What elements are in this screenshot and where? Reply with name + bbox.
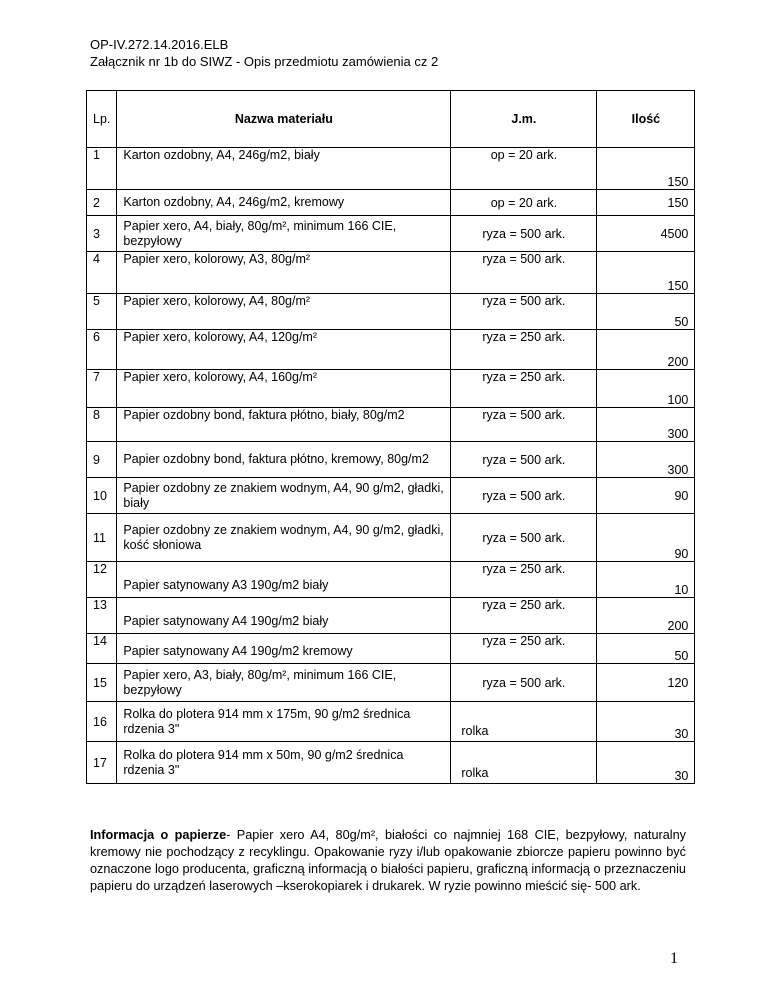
row-lp: 1: [87, 148, 117, 190]
row-qty: 120: [597, 664, 695, 702]
row-lp: 10: [87, 478, 117, 514]
table-row: [87, 664, 695, 702]
row-qty: 300: [597, 442, 695, 478]
row-lp: 4: [87, 252, 117, 294]
table-row: [87, 634, 695, 664]
table-row: [87, 442, 695, 478]
column-header-lp: Lp.: [87, 91, 117, 148]
row-qty: 4500: [597, 216, 695, 252]
row-unit: ryza = 250 ark.: [451, 562, 597, 598]
row-name: Papier xero, kolorowy, A3, 80g/m²: [117, 252, 451, 294]
row-name: Rolka do plotera 914 mm x 175m, 90 g/m2 średnica rdzenia 3": [117, 702, 451, 742]
row-qty: 150: [597, 148, 695, 190]
row-qty: 200: [597, 330, 695, 370]
row-unit: ryza = 500 ark.: [451, 252, 597, 294]
row-lp: 8: [87, 408, 117, 442]
attachment-title: Załącznik nr 1b do SIWZ - Opis przedmiotu zamówienia cz 2: [90, 54, 439, 69]
row-unit: ryza = 500 ark.: [451, 442, 597, 478]
row-qty: 10: [597, 562, 695, 598]
row-unit: ryza = 500 ark.: [451, 216, 597, 252]
row-name: Papier ozdobny bond, faktura płótno, kremowy, 80g/m2: [117, 442, 451, 478]
row-name: Papier satynowany A3 190g/m2 biały: [117, 562, 451, 598]
materials-table: [86, 90, 695, 784]
row-lp: 9: [87, 442, 117, 478]
table-row: [87, 294, 695, 330]
table-row: [87, 408, 695, 442]
row-qty: 150: [597, 190, 695, 216]
row-lp: 6: [87, 330, 117, 370]
table-row: [87, 562, 695, 598]
row-lp: 14: [87, 634, 117, 664]
row-unit: ryza = 250 ark.: [451, 634, 597, 664]
row-qty: 300: [597, 408, 695, 442]
row-name: Papier xero, kolorowy, A4, 120g/m²: [117, 330, 451, 370]
row-lp: 2: [87, 190, 117, 216]
row-lp: 15: [87, 664, 117, 702]
table-header-row: [87, 91, 695, 148]
row-unit: rolka: [451, 702, 597, 742]
row-unit: rolka: [451, 742, 597, 784]
paper-information-text: - Papier xero A4, 80g/m², białości co najmniej 168 CIE, bezpyłowy, naturalny kremowy nie pochodzący z recyklingu. Opakowanie ryzy i/lub opakowanie zbiorcze papieru powinno być oznaczone logo producenta, graficzną informacją o białości papieru, graficzną informacją o przeznaczeniu papieru do urządzeń laserowych –kserokopiarek i drukarek. W ryzie powinno mieścić się- 500 ark.: [90, 828, 687, 893]
row-name: Papier xero, A3, biały, 80g/m², minimum 166 CIE, bezpyłowy: [117, 664, 451, 702]
row-unit: ryza = 500 ark.: [451, 664, 597, 702]
table-row: [87, 216, 695, 252]
table-row: [87, 190, 695, 216]
row-name: Papier ozdobny ze znakiem wodnym, A4, 90 g/m2, gładki, kość słoniowa: [117, 514, 451, 562]
table-row: [87, 148, 695, 190]
table-row: [87, 514, 695, 562]
row-name: Rolka do plotera 914 mm x 50m, 90 g/m2 średnica rdzenia 3": [117, 742, 451, 784]
row-qty: 50: [597, 634, 695, 664]
row-qty: 30: [597, 742, 695, 784]
row-lp: 17: [87, 742, 117, 784]
row-qty: 90: [597, 514, 695, 562]
table-row: [87, 598, 695, 634]
row-lp: 12: [87, 562, 117, 598]
row-qty: 90: [597, 478, 695, 514]
row-lp: 11: [87, 514, 117, 562]
row-name: Karton ozdobny, A4, 246g/m2, biały: [117, 148, 451, 190]
row-lp: 3: [87, 216, 117, 252]
paper-information: [90, 827, 686, 895]
paper-information-label: Informacja o papierze: [90, 828, 227, 842]
row-name: Papier satynowany A4 190g/m2 kremowy: [117, 634, 451, 664]
row-lp: 5: [87, 294, 117, 330]
row-name: Papier ozdobny ze znakiem wodnym, A4, 90 g/m2, gładki, biały: [117, 478, 451, 514]
row-unit: ryza = 500 ark.: [451, 294, 597, 330]
row-qty: 30: [597, 702, 695, 742]
row-unit: ryza = 500 ark.: [451, 408, 597, 442]
row-qty: 200: [597, 598, 695, 634]
row-unit: op = 20 ark.: [451, 148, 597, 190]
row-unit: ryza = 250 ark.: [451, 370, 597, 408]
row-name: Papier xero, kolorowy, A4, 80g/m²: [117, 294, 451, 330]
document-header: [90, 36, 438, 70]
row-name: Papier xero, kolorowy, A4, 160g/m²: [117, 370, 451, 408]
page-number: 1: [670, 950, 678, 967]
table-row: [87, 742, 695, 784]
row-name: Papier xero, A4, biały, 80g/m², minimum 166 CIE, bezpyłowy: [117, 216, 451, 252]
table-row: [87, 702, 695, 742]
column-header-name: Nazwa materiału: [117, 91, 451, 148]
row-unit: ryza = 500 ark.: [451, 514, 597, 562]
row-name: Papier ozdobny bond, faktura płótno, biały, 80g/m2: [117, 408, 451, 442]
row-unit: ryza = 250 ark.: [451, 330, 597, 370]
row-lp: 7: [87, 370, 117, 408]
table-row: [87, 330, 695, 370]
row-qty: 50: [597, 294, 695, 330]
document-reference: OP-IV.272.14.2016.ELB: [90, 37, 229, 52]
row-lp: 13: [87, 598, 117, 634]
column-header-qty: Ilość: [597, 91, 695, 148]
row-name: Karton ozdobny, A4, 246g/m2, kremowy: [117, 190, 451, 216]
row-unit: ryza = 500 ark.: [451, 478, 597, 514]
table-row: [87, 252, 695, 294]
row-qty: 150: [597, 252, 695, 294]
table-row: [87, 478, 695, 514]
table-row: [87, 370, 695, 408]
column-header-unit: J.m.: [451, 91, 597, 148]
row-name: Papier satynowany A4 190g/m2 biały: [117, 598, 451, 634]
row-lp: 16: [87, 702, 117, 742]
row-qty: 100: [597, 370, 695, 408]
row-unit: op = 20 ark.: [451, 190, 597, 216]
row-unit: ryza = 250 ark.: [451, 598, 597, 634]
